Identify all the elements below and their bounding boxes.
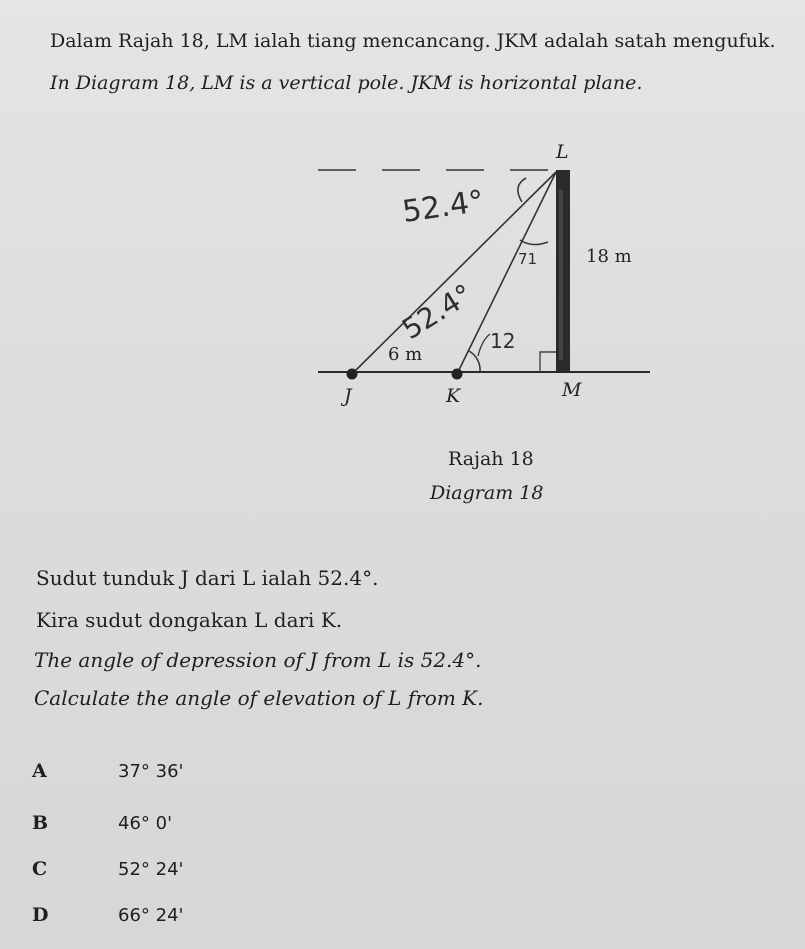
option-a[interactable] xyxy=(32,760,184,782)
intro-malay: Dalam Rajah 18, LM ialah tiang mencancang. JKM adalah satah mengufuk. xyxy=(50,30,776,52)
option-c[interactable] xyxy=(32,858,184,880)
label-k: K xyxy=(446,385,461,407)
option-d[interactable] xyxy=(32,904,184,926)
right-angle-mark xyxy=(540,352,556,372)
handwritten-mark-a: 71 xyxy=(518,250,538,268)
option-value: 37° 36' xyxy=(118,761,184,782)
point-k xyxy=(452,369,463,380)
height-label: 18 m xyxy=(586,246,632,267)
option-value: 52° 24' xyxy=(118,859,184,880)
option-b[interactable] xyxy=(32,812,173,834)
handwritten-mark-b: 12 xyxy=(490,329,516,353)
question-malay-line1: Sudut tunduk J dari L ialah 52.4°. xyxy=(36,566,379,590)
caption-malay: Rajah 18 xyxy=(448,448,534,470)
angle-arc-l xyxy=(520,240,548,245)
caption-english: Diagram 18 xyxy=(430,482,544,504)
label-m: M xyxy=(562,379,582,401)
option-letter: D xyxy=(32,904,49,926)
option-letter: B xyxy=(32,812,49,834)
question-english-line1: The angle of depression of J from L is 52.4°. xyxy=(34,648,482,672)
option-letter: A xyxy=(32,760,47,782)
intro-english: In Diagram 18, LM is a vertical pole. JKM is horizontal plane. xyxy=(50,72,643,94)
option-value: 66° 24' xyxy=(118,905,184,926)
handwritten-angle-side: 52.4° xyxy=(396,277,479,346)
label-l: L xyxy=(556,141,569,163)
jk-length-label: 6 m xyxy=(388,344,423,365)
handwritten-angle-top: 52.4° xyxy=(400,183,487,230)
diagram-18 xyxy=(300,130,680,410)
question-malay-line2: Kira sudut dongakan L dari K. xyxy=(36,608,343,632)
option-letter: C xyxy=(32,858,48,880)
label-j: J xyxy=(344,385,352,407)
question-english-line2: Calculate the angle of elevation of L from K. xyxy=(34,686,484,710)
point-j xyxy=(347,369,358,380)
option-value: 46° 0' xyxy=(118,813,173,834)
